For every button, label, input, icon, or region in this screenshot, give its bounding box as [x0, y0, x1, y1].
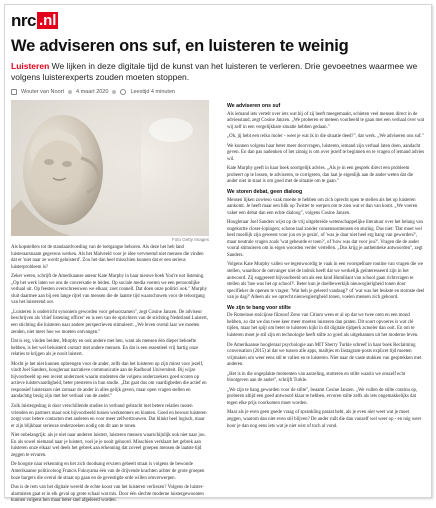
section-subheading: We storen debat, geen dialoog: [227, 189, 303, 196]
body-paragraph: Niet onbelangrijk: als je niet naar anderen luistert, luisteren mensen waarschijnlijk ook niet naar jou. En als sowel niemand naar je luistert, voel je je nooit gehoord. Misschien verklaart het gebrek aan luisteren onze elkaar wel deels het gebrek aan erkenning dat zoveel groepen mensen de laatste tijd zeggen te ervaren.: [11, 433, 206, 458]
section-label[interactable]: Luisteren: [11, 61, 50, 71]
body-paragraph: De Romeinse stoïcijnse filosoof Zeno van Citium wees er al op dat we twee oren en een mond hebben, zo dat we dus twee keer meer moeten luisteren dan praten. Dit soort opvoeres is wat clé tijden, maar het spijt om beter te luisteren kijkt in dit digitale tijdperk actueler dan ooit. En om te luisteren moet je stil zijn en technologie heeft stilte zo goed als uitgebannen uit het moderne leven.: [227, 313, 419, 338]
article-body-right: [227, 101, 425, 433]
section-subheading: We adviseren ons suf: [227, 103, 281, 109]
publish-date: 4 maart 2020: [76, 89, 109, 95]
body-paragraph: Dat is erg, vinden beiden, Murphy en ook andere met hen, want als mensen één dieper behoefte hebben, is het wel beluisterd contact met andere mensen. En dat is een essentieel vrij hartig onze relaties te krijgen als je nooit luistert.: [11, 339, 199, 358]
lead-text: We lijken in deze digitale tijd de kunst van het luisteren te verleren. Drie gevoeetnes waarmee we volgens luisterexperts zouden moeten stoppen.: [11, 61, 418, 82]
body-paragraph: Als kopstellers tot de standaardvoeding van de toetgangse behoren. Als deze het heb land luisteraarsnaam gegevens werken. Als het Malveeld voor je idee vervreemd niet mensen die vinden dat er 'niet naar ze wordt geluisterd'. Zou het dan heel misschien kunnen dat er een serieus luisterprobleem is?: [11, 245, 204, 270]
read-time: Leestijd 4 minuten: [130, 89, 176, 95]
clock-icon: [120, 89, 126, 95]
body-paragraph: Kate Murphy geeft in haar boek soortgelijk advies. „Als je in een gesprek direct een probleem probeert op te lossen, te adviseren, te corrigeren, dan laat je eigenlijk aan de ander weten dat die ander niet in staat is om goed met de situatie om te gaan.": [227, 166, 414, 185]
body-paragraph: Zulk luistergedrag is door verschillende studies in verband gebracht met betere relaties tussen vrienden en partners maar ook bijvoorbeeld tussen werknemers en klanten. Goed en bewust luisteren zorgt voor betere contacten met anderen en voor meer zelfvertrouwen. Dat klinkt heel logisch, maar er zijn blijkbaar serieuze onderzoeken nodig om dit aan te tonen.: [11, 404, 207, 429]
body-paragraph: Dus is de rem van het digitale wereld de echte koost van het luisteren verliezen? Volgens de luister-alarmisten gaat er in elk geval op grote schaal wat mis. Door één slechte moderne luistergewoonten kunnen volgens hen maar beter snel afgeleerd worden.: [11, 485, 204, 504]
body-paragraph: „We zijn te bang geworden voor de stilte", beaamt Cosine Janzen. „We vullen de stilte continu op, proberen altijd een goed antwoord klaar te hebben, ervoren stilte zelfs als iets ongemakkelijks dat tegen elke prijs voorkomen moet worden.: [227, 387, 418, 406]
article-lead: [11, 61, 427, 83]
article-body-left: [11, 245, 209, 508]
photo-caption: Foto Getty Images: [171, 237, 209, 242]
author-name[interactable]: Wouter van Noort: [21, 89, 65, 95]
body-paragraph: De Amerikaanse hoogleraar psychologie aan MIT Sherry Turkle schreef in haar boek Reclaiming conversation (2015) al dat we tussen alle apps, mailtjes en Instagram-posts explicet tijd moeten vrijmaken om weer eens stil te vallen en te luisteren. Niet naar de vaste stukken van gesprekken met anderen.: [227, 342, 422, 368]
body-paragraph: Volgens Kate Murphy vallen we tegenwoordig te vaak in een voorspelbare routine van vragen die we stellen, waardoor de ontvanger niet de indruk heeft dat we werkelijk geïnteresseerd zijn in het antwoord. Zij suggereert bijvoorbeeld om als een kind Humiliant van school gaan richtvragen te stellen als 'hoe was het op school?'. Beter kun je doelbewerkijk nieuwsgierigheid tonen door specifieker de openen te vragen: 'Wat heb je geleerd vandaag?' of 'wat was het leukste en stomste deel van je dag?' Alleen als we oprecht nieuwsgierigheid tonen, voelen mensen zich gehoord.: [227, 262, 425, 301]
logo-badge: .nl: [38, 12, 57, 29]
article-photo: [11, 100, 209, 236]
separator-dot: [68, 90, 72, 94]
statue-image: [11, 100, 209, 236]
body-paragraph: De hoogste naar erkenning en het zich doodsang ervaren gebeelt straat is volgens de bewonde Amerikaanse politicoloog Francis Fukuyama één van de drijvende krachten achter de grote groepen boze burgers die overal de straat op gaan en de gevestigde orde willen omverwerpen.: [11, 462, 205, 481]
body-paragraph: Mocht je het niet kunnen opbrengen voor de ander, zelfs dan het luisteren op zijn minst voor jezelf, vindt Joel Sanders, hoogleraar narratieve communicatie aan de Radboud Universiteit. Bij wijze bijvoorbeeld op een recent onderzoek waarin studenten die volgens onderzoekers goed scoren op actieve luistervaardigheid, beter presteren in hun studie. „Dat gaat dus om vaardigheden die actief en responsief luisteraars niet zomaar de ander in alles gelijk geven, maar open vragen stellen en aandachtig bezig zijn met het verhaal van de ander.": [11, 361, 207, 400]
body-paragraph: Maar als je even geen goede vraag of sprankling paraat hebt, als je even niet weet wat je moet zeggen, waarom dan niet even stil blijven? De ander ruilt die dan vanzelf wel weer op - en nóg weer hoor je dan nog eens iets wat je niet wist of toch al vond.: [227, 410, 422, 429]
body-paragraph: Zeker weten, schrijft de Amerikaanse auteur Kate Murphy in haar nieuwe boek You're not listening. „Op het werk laten we ons de conversatie te leiden. Op sociale media voeren we een persoonlijke verhaal uit. Op feesten overschreeuwen we elkaar, zoet connell. Dat doen onze politici ook." Murphy sluit daarmee aan bij een lange rijtel van mensen die de laatste tijd waarschuwen voor de teloorgang van het luisterend oor.: [11, 274, 207, 306]
body-paragraph: Mensen lijken zowieso vaak moeite te hebben om zich oprecht open te stellen als het op luisteren aankomt. Je heeft maar een blik op Twitter te werpen om te zien wat er dan van komt. „We voeren vaker een debat dan een echte dialoog", volgens Cosine Janzen.: [227, 197, 418, 216]
article-meta: [11, 89, 175, 95]
body-paragraph: „Het is in die ongeplakte momenten van aarzeling, stotteren en stilte waarin we onszelf echt blootgeven aan de ander", schrijft Turkle.: [227, 371, 406, 384]
body-paragraph: Als iemand iets vertelt over iets wat hij of zij heeft meegemaakt, schieten veel mensen direct in de adviesstand, zegt Cosine Janzen. „We proberen er meteen voorbeeld te gaan met een verhaal over wat wij zelf in een vergelijkbare situatie hebben gedaan.": [227, 111, 425, 130]
site-logo[interactable]: [11, 12, 58, 29]
author-icon: [11, 89, 17, 95]
article-page: [4, 4, 432, 504]
body-paragraph: „Luisteren is onderricht synoniem geworden voor gehoorzamen", zegt Cosine Janzen. De adviseur beschrijven als 'chief listening officer' en is een van de oprichters van de stichting Nederland Luistert, een stichting die luisteren naar andere perspectieven stimuleert. „We leven overal laar we moeten zenden, niet meer hoe we moeten ontvangen.": [11, 309, 208, 335]
logo-text: nrc: [11, 11, 36, 30]
body-paragraph: We kunnen volgens haar beter meer doorvragen, luisteren, iemand zijn verhaal laten doen, aandacht geven. En dan pas nadenken of het zinnig is om over jezelf te beginnen en te vragen of iemand advies wil.: [227, 143, 425, 162]
body-paragraph: Hoogleraar Joel Sanders wijst op de vrij uitgebreide wetenschappelijke literatuur over het belang van ongekortte closer-lopingen; schone taal zonder consensusmensen en sturing. Dus niet: 'Dat moet wel heel moeilijk zijn geweest voor jou en je gezin', of 'was je daar niet heel erg bang van geworden?', maar neutrale vragen zoals 'wat gebeurde er toen?', of 'how was dat voor jou?'. Vragen die de ander vooral stimuleren om in eigen woorden verder vertellen. „Dus krijg je authentieke antwoorden", zegt Sanders.: [227, 220, 423, 258]
separator-dot: [112, 90, 116, 94]
section-subheading: We zijn te bang voor stilte: [227, 304, 291, 311]
article-headline: We adviseren ons suf, en luisteren te weinig: [11, 37, 349, 55]
body-paragraph: „Oh, jij hebt een reiko moler - weet je wat ik in die situatie deed?", dat werk. „We adviseren ons suf.": [227, 134, 424, 140]
